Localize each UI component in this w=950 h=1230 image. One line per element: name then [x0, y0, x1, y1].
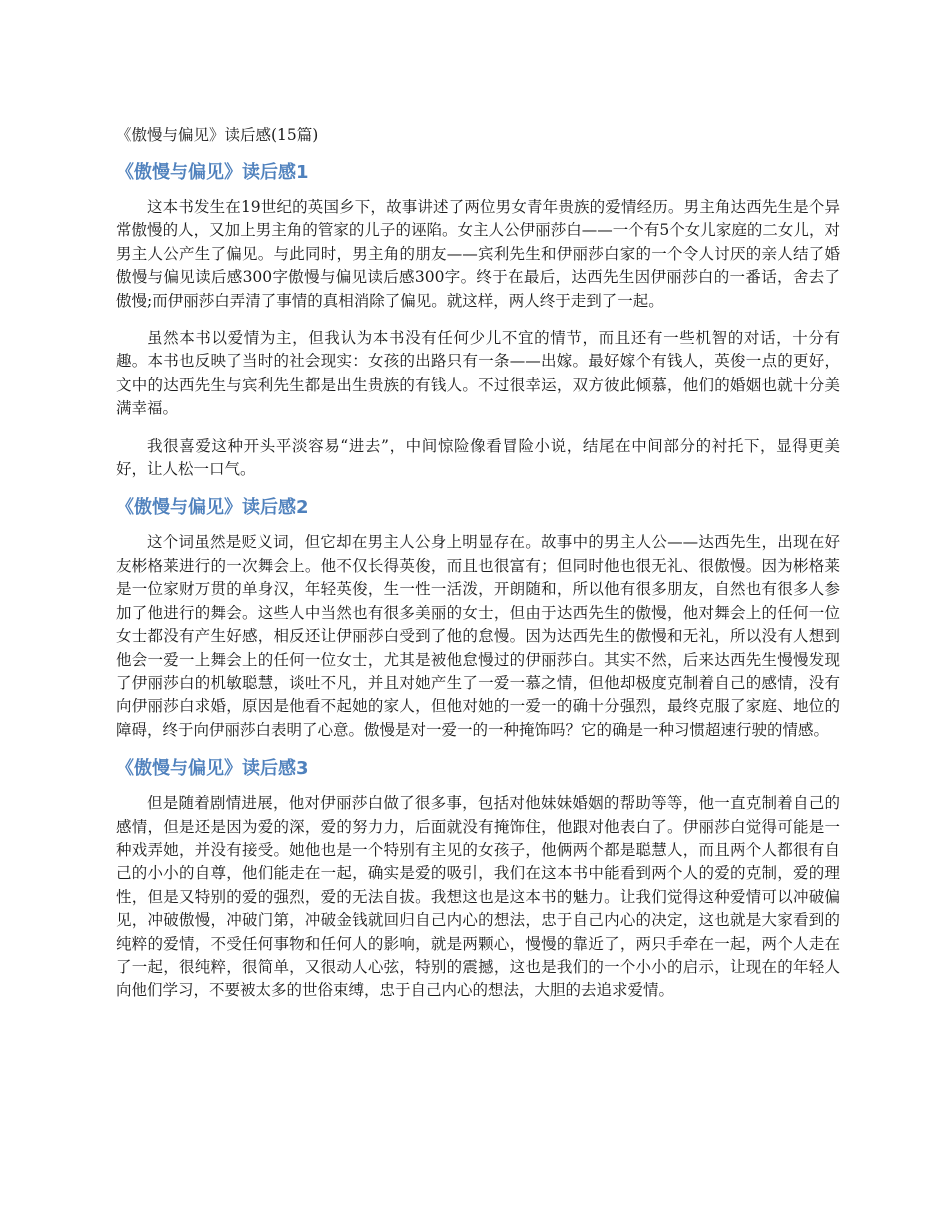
paragraph: 这个词虽然是贬义词，但它却在男主人公身上明显存在。故事中的男主人公——达西先生，出现在好友彬格莱进行的一次舞会上。他不仅长得英俊，而且也很富有；但同时他也很无礼、很傲慢。因为彬格莱是一位家财万贯的单身汉，年轻英俊，生一性一活泼，开朗随和，所以他有很多朋友，自然也有很多人参加了他进行的舞会。这些人中当然也有很多美丽的女士，但由于达西先生的傲慢，他对舞会上的任何一位女士都没有产生好感，相反还让伊丽莎白受到了他的怠慢。因为达西先生的傲慢和无礼，所以没有人想到他会一爱一上舞会上的任何一位女士，尤其是被他怠慢过的伊丽莎白。其实不然，后来达西先生慢慢发现了伊丽莎白的机敏聪慧，谈吐不凡，并且对她产生了一爱一慕之情，但他却极度克制着自己的感情，没有向伊丽莎白求婚，原因是他看不起她的家人，但他对她的一爱一的确十分强烈，最终克服了家庭、地位的障碍，终于向伊丽莎白表明了心意。傲慢是对一爱一的一种掩饰吗？它的确是一种习惯超速行驶的情感。: [116, 533, 840, 739]
section-heading: 《傲慢与偏见》读后感3: [116, 758, 309, 780]
paragraph: 我很喜爱这种开头平淡容易“进去”，中间惊险像看冒险小说，结尾在中间部分的衬托下，显得更美好，让人松一口气。: [116, 436, 840, 479]
document-title: 《傲慢与偏见》读后感(15篇): [116, 126, 319, 144]
document-page: [116, 124, 840, 1017]
paragraph: 虽然本书以爱情为主，但我认为本书没有任何少儿不宜的情节，而且还有一些机智的对话，十分有趣。本书也反映了当时的社会现实：女孩的出路只有一条——出嫁。最好嫁个有钱人，英俊一点的更好，文中的达西先生与宾利先生都是出生贵族的有钱人。不过很幸运，双方彼此倾慕，他们的婚姻也就十分美满幸福。: [116, 329, 840, 418]
section-2: [116, 495, 840, 742]
section-3: [116, 756, 840, 1003]
section-heading: 《傲慢与偏见》读后感2: [116, 497, 309, 519]
section-1: [116, 160, 840, 481]
paragraph: 这本书发生在19世纪的英国乡下，故事讲述了两位男女青年贵族的爱情经历。男主角达西先生是个异常傲慢的人，又加上男主角的管家的儿子的诬陷。女主人公伊丽莎白——一个有5个女儿家庭的二女儿，对男主人公产生了偏见。与此同时，男主角的朋友——宾利先生和伊丽莎白家的一个令人讨厌的亲人结了婚傲慢与偏见读后感300字傲慢与偏见读后感300字。终于在最后，达西先生因伊丽莎白的一番话，舍去了傲慢;而伊丽莎白弄清了事情的真相消除了偏见。就这样，两人终于走到了一起。: [116, 198, 840, 310]
section-heading: 《傲慢与偏见》读后感1: [116, 162, 309, 183]
paragraph: 但是随着剧情进展，他对伊丽莎白做了很多事，包括对他妹妹婚姻的帮助等等，他一直克制着自己的感情，但是还是因为爱的深，爱的努力力，后面就没有掩饰住，他跟对他表白了。伊丽莎白觉得可能是一种戏弄她，并没有接受。她他也是一个特别有主见的女孩子，他俩两个都是聪慧人，而且两个人都很有自己的小小的自尊，他们能走在一起，确实是爱的吸引，我们在这本书中能看到两个人的爱的克制，爱的理性，但是又特别的爱的强烈，爱的无法自拔。我想这也是这本书的魅力。让我们觉得这种爱情可以冲破偏见，冲破傲慢，冲破门第，冲破金钱就回归自己内心的想法，忠于自己内心的决定，这也就是大家看到的纯粹的爱情，不受任何事物和任何人的影响，就是两颗心，慢慢的靠近了，两只手牵在一起，两个人走在了一起，很纯粹，很简单，又很动人心弦，特别的震撼，这也是我们的一个小小的启示，让现在的年轻人向他们学习，不要被太多的世俗束缚，忠于自己内心的想法，大胆的去追求爱情。: [116, 794, 840, 1000]
